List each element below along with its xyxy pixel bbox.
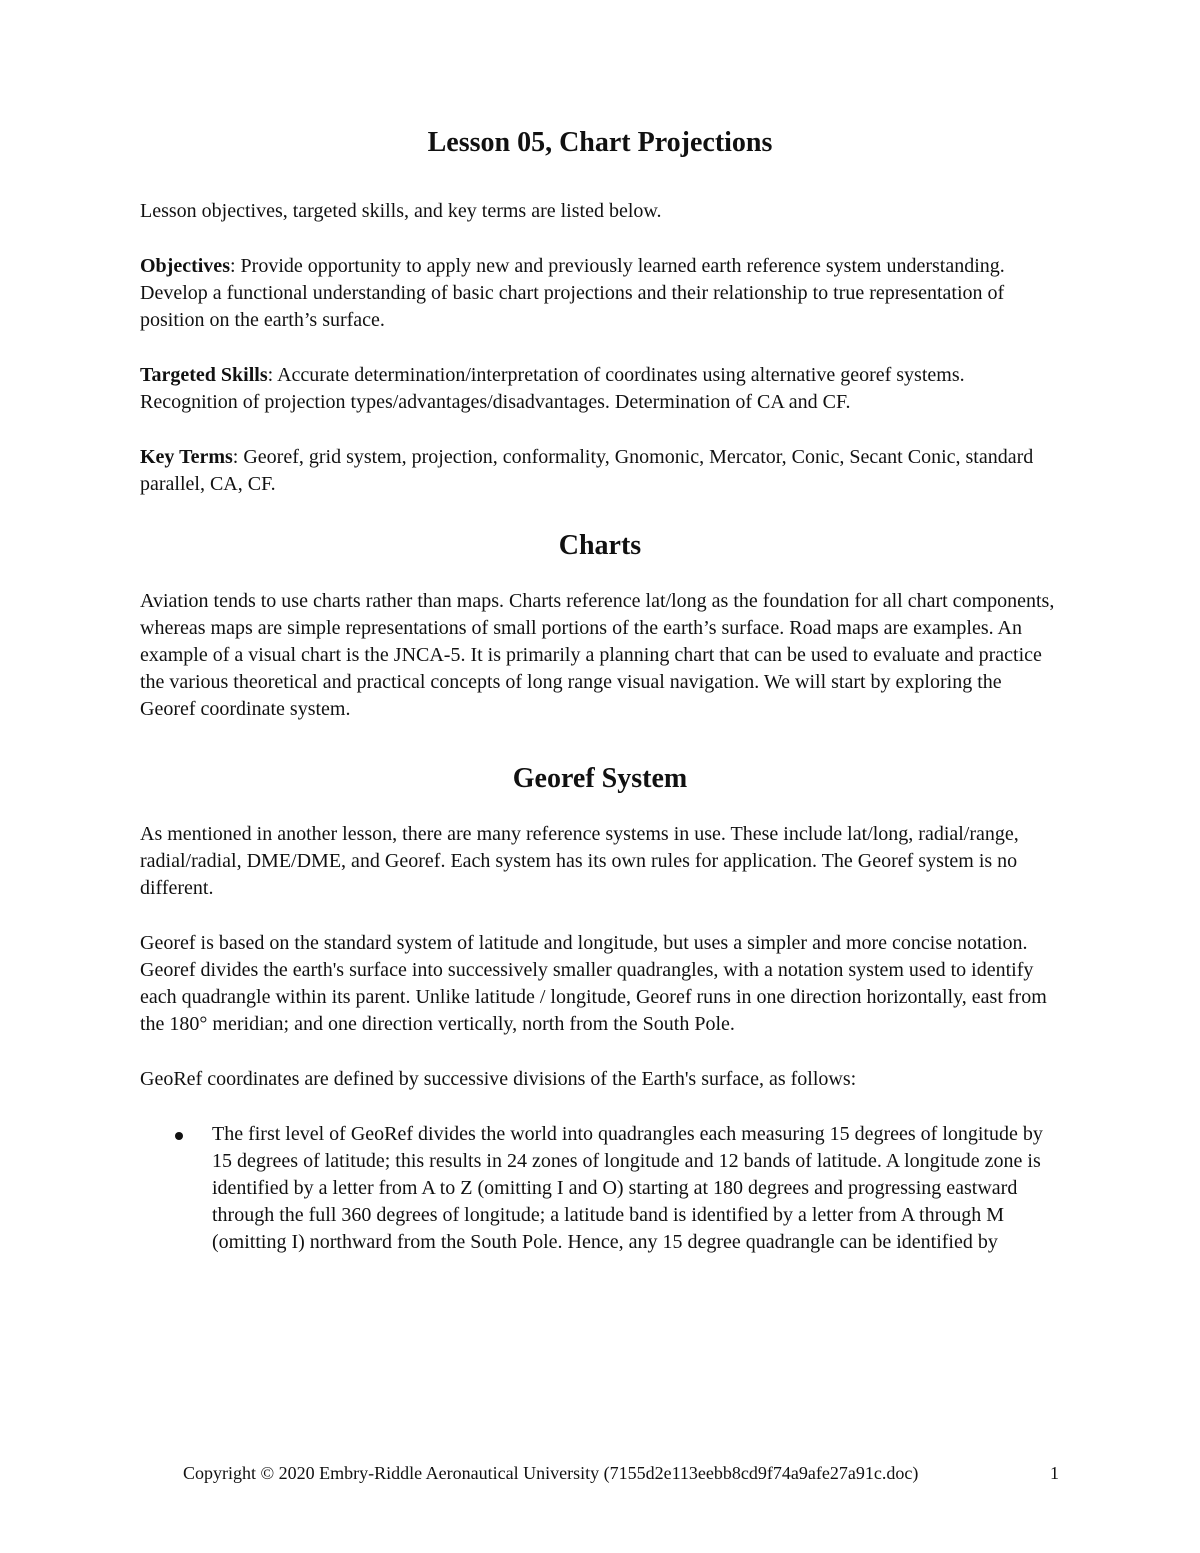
page-footer <box>0 1458 1200 1488</box>
georef-paragraph-2: Georef is based on the standard system of latitude and longitude, but uses a simpler and more concise notation. Georef divides the earth's surface into successively smaller quadrangles, with a notation system used to identify each quadrangle within its parent. Unlike latitude / longitude, Georef runs in one direction horizontally, east from the 180° meridian; and one direction vertically, north from the South Pole. <box>140 932 1047 1035</box>
page-content <box>140 118 1060 1256</box>
page-title: Lesson 05, Chart Projections <box>427 127 773 158</box>
charts-paragraph: Aviation tends to use charts rather than maps. Charts reference lat/long as the foundation for all chart components, whereas maps are simple representations of small portions of the earth’s surface. Road maps are examples. An example of a visual chart is the JNCA-5. It is primarily a planning chart that can be used to evaluate and practice the various theoretical and practical concepts of long range visual navigation. We will start by exploring the Georef coordinate system. <box>140 590 1055 720</box>
footer-copyright: Copyright © 2020 Embry-Riddle Aeronautical University (7155d2e113eebb8cd9f74a9afe27a91c.doc) <box>183 1463 919 1483</box>
charts-heading: Charts <box>558 530 642 561</box>
georef-bullet-list <box>140 1121 1060 1256</box>
objectives-text: : Provide opportunity to apply new and previously learned earth reference system understanding. Develop a functional understanding of basic chart projections and their relationship to true representation of position on the earth’s surface. <box>140 255 1005 331</box>
georef-paragraph-1: As mentioned in another lesson, there are many reference systems in use. These include lat/long, radial/range, radial/radial, DME/DME, and Georef. Each system has its own rules for application. The Georef system is no different. <box>140 823 1019 899</box>
objectives-label: Objectives <box>140 255 230 277</box>
page-number: 1 <box>1050 1463 1059 1483</box>
georef-bullet-text: The first level of GeoRef divides the world into quadrangles each measuring 15 degrees of longitude by 15 degrees of latitude; this results in 24 zones of longitude and 12 bands of latitude. A longitude zone is identified by a letter from A to Z (omitting I and O) starting at 180 degrees and progressing eastward through the full 360 degrees of longitude; a latitude band is identified by a letter from A through M (omitting I) northward from the South Pole. Hence, any 15 degree quadrangle can be identified by <box>212 1123 1043 1253</box>
objectives-paragraph <box>140 253 1060 334</box>
georef-heading: Georef System <box>512 763 688 794</box>
key-terms-label: Key Terms <box>140 446 233 468</box>
georef-paragraph-3: GeoRef coordinates are defined by successive divisions of the Earth's surface, as follows: <box>140 1068 857 1090</box>
key-terms-text: : Georef, grid system, projection, conformality, Gnomonic, Mercator, Conic, Secant Conic, standard parallel, CA, CF. <box>140 446 1034 495</box>
targeted-skills-text: : Accurate determination/interpretation of coordinates using alternative georef systems. Recognition of projection types/advantages/disadvantages. Determination of CA and CF. <box>140 364 965 413</box>
targeted-skills-paragraph <box>140 362 1060 416</box>
intro-paragraph: Lesson objectives, targeted skills, and key terms are listed below. <box>140 200 662 222</box>
key-terms-paragraph <box>140 444 1060 498</box>
bullet-icon <box>175 1132 183 1140</box>
targeted-skills-label: Targeted Skills <box>140 364 268 386</box>
georef-bullet-item <box>140 1121 1060 1256</box>
